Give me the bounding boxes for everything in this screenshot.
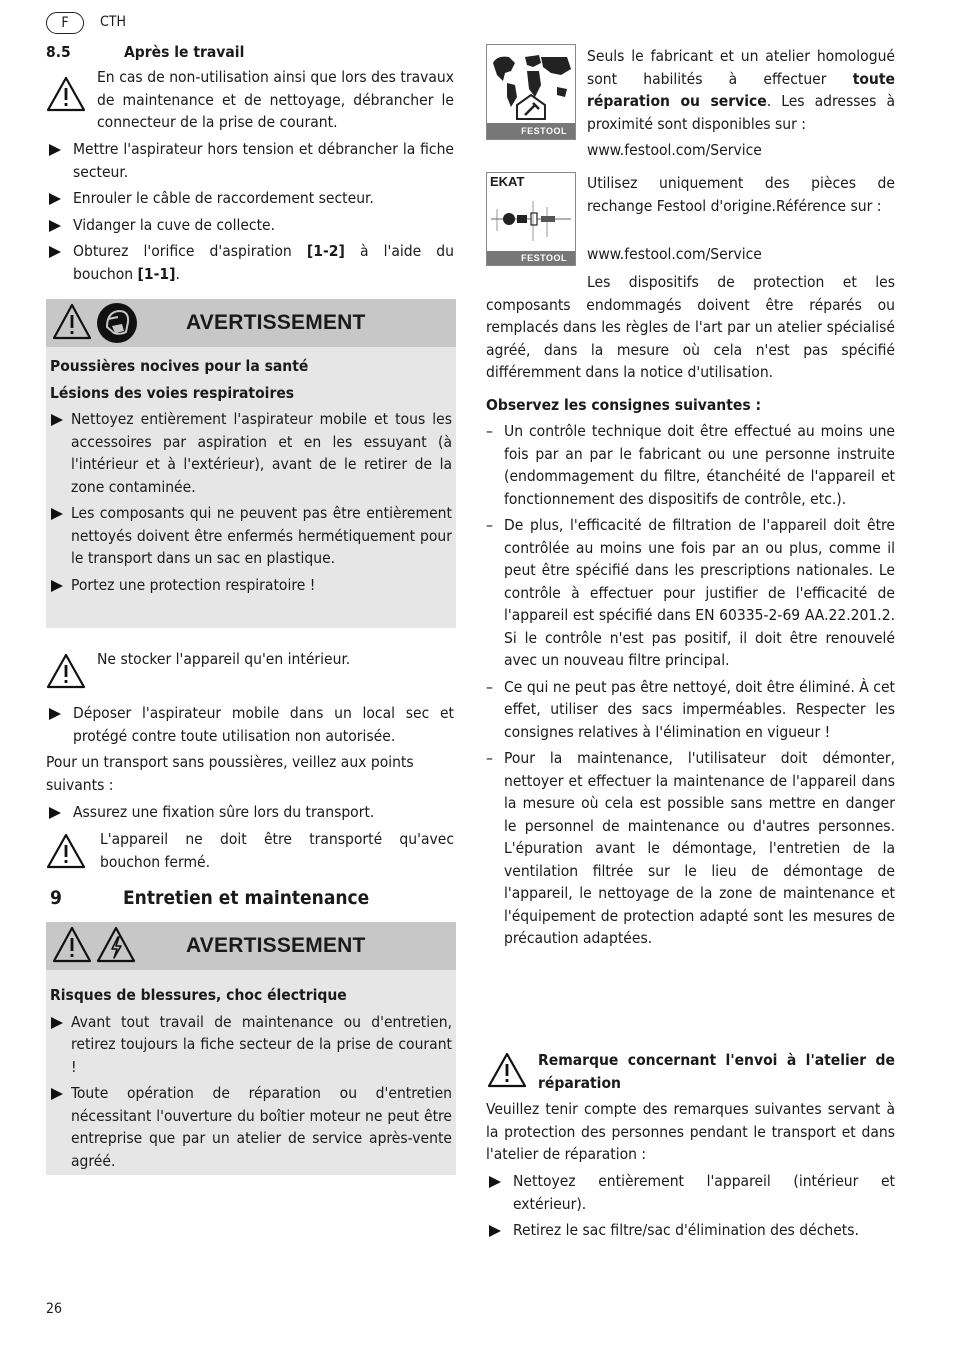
step-text-part: à l'aide du bouchon: [73, 242, 454, 283]
section-title: Après le travail: [124, 43, 245, 61]
ref-1-2: [1-2]: [306, 242, 345, 260]
festool-brand-bar: FESTOOL: [487, 251, 575, 265]
warning-box-title: AVERTISSEMENT: [186, 934, 366, 957]
electric-shock-icon: [96, 926, 136, 964]
service-url-link[interactable]: www.festool.com/Service: [587, 141, 762, 159]
list-item: Vidanger la cuve de collecte.: [46, 214, 454, 237]
warning-triangle-icon: [487, 1052, 527, 1088]
warning-box-title: AVERTISSEMENT: [186, 311, 366, 334]
world-map-service-icon: [487, 45, 575, 123]
warning-box-electric: [46, 922, 456, 1175]
consignes-list: [486, 420, 895, 950]
list-item: Toute opération de réparation ou d'entretien nécessitant l'ouverture du boîtier moteur ne peut être entreprise que par un atelier de service après-vente agréé.: [50, 1082, 452, 1172]
list-item: [46, 240, 454, 285]
protection-repair-text: Les dispositifs de protection et les composants endommagés doivent être réparés ou remplacés dans les règles de l'art par un atelier spécialisé agréé, dans la mesure où cela n'est pas spécifié différemment dans la notice d'utilisation.: [486, 273, 895, 381]
service-text-part: . Les adresses à proximité sont disponibles sur :: [587, 92, 895, 133]
list-item: – Pour la maintenance, l'utilisateur doit démonter, nettoyer et effectuer la maintenance de l'appareil dans la mesure où cela est possible sans mettre en danger le personnel de maintenance ou d'autres personnes. L'épuration avant le démontage, l'entretien de la ventilation filtrée sur le lieu de démontage de l'appareil, le nettoyage de la zone de maintenance et l'équipement de protection adapté sont les mesures de précaution adaptées.: [486, 747, 895, 950]
repair-steps: [486, 1170, 895, 1242]
service-text-part: Seuls le fabricant et un atelier homologué sont habilités à effectuer: [587, 47, 895, 88]
section-8-5-heading: [46, 41, 454, 64]
spare-parts-exploded-icon: [487, 189, 575, 249]
warning-box-body: [46, 970, 456, 1182]
service-text-bold: toute réparation ou service: [587, 69, 895, 110]
list-item: – Un contrôle technique doit être effectué au moins une fois par an par le fabricant ou une personne instruite (endommagement du filtre, étanchéité de l'appareil et fonctionnement des dispositifs de contrôle, etc.).: [486, 420, 895, 510]
repair-intro: Veuillez tenir compte des remarques suivantes servant à la protection des personnes pendant le transport et dans l'atelier de réparation :: [486, 1100, 895, 1163]
consignes-heading: Observez les consignes suivantes :: [486, 396, 762, 414]
list-item: Mettre l'aspirateur hors tension et débrancher la fiche secteur.: [46, 138, 454, 183]
section-number: 8.5: [46, 43, 71, 61]
list-item: Les composants qui ne peuvent pas être entièrement nettoyés doivent être enfermés hermétiquement pour le transport dans un sac en plastique.: [50, 502, 452, 570]
service-text: [587, 45, 895, 135]
respirator-mask-icon: [96, 302, 138, 344]
transport-note: L'appareil ne doit être transporté qu'avec bouchon fermé.: [100, 830, 454, 871]
page-number: 26: [46, 1301, 63, 1317]
service-pictogram: [486, 44, 576, 140]
festool-brand-bar: FESTOOL: [487, 123, 575, 139]
list-item: – Ce qui ne peut pas être nettoyé, doit être éliminé. À cet effet, utiliser des sacs imperméables. Respecter les consignes relatives à l'élimination en vigueur !: [486, 676, 895, 744]
warning-triangle-icon: [46, 76, 86, 112]
storage-step: [46, 702, 454, 747]
ekat-pictogram: [486, 172, 576, 266]
repair-note-title: Remarque concernant l'envoi à l'atelier de réparation: [538, 1051, 895, 1092]
ref-1-1: [1-1]: [137, 264, 176, 283]
list-item: Portez une protection respiratoire !: [50, 574, 452, 597]
list-item: Enrouler le câble de raccordement secteur.: [46, 187, 454, 210]
warning-box-body: [46, 347, 456, 606]
hazard-subtitle: Poussières nocives pour la santé: [50, 357, 309, 375]
warning-triangle-icon: [52, 303, 92, 341]
language-badge: F: [46, 12, 84, 34]
after-work-steps: [46, 138, 454, 285]
warning-triangle-icon: [52, 926, 92, 964]
list-item: Nettoyez entièrement l'aspirateur mobile et tous les accessoires par aspiration et en les essuyant (à l'intérieur et à l'extérieur), avant de le retirer de la zone contaminée.: [50, 408, 452, 498]
section-title: Entretien et maintenance: [123, 887, 370, 909]
transport-step-list: [46, 801, 454, 824]
warning-box-dust: [46, 299, 456, 628]
spare-parts-text: Utilisez uniquement des pièces de rechange Festool d'origine.Référence sur :: [587, 174, 895, 215]
warning-triangle-icon: [46, 833, 86, 869]
unplug-warning-text: En cas de non-utilisation ainsi que lors des travaux de maintenance et de nettoyage, débrancher le connecteur de la prise de courant.: [97, 68, 454, 131]
model-label: CTH: [100, 14, 126, 30]
hazard-subtitle: Lésions des voies respiratoires: [50, 383, 295, 402]
list-item: – De plus, l'efficacité de filtration de l'appareil doit être contrôlée au moins une fois par an ou plus, comme il peut être spécifié dans les prescriptions nationales. Le contrôle à effectuer pour justifier de l'efficacité de l'appareil est spécifié dans EN 60335-2-69 AA.22.201.2. Si le contrôle n'est pas positif, il doit être renouvelé avec un nouveau filtre principal.: [486, 514, 895, 672]
list-item: Retirez le sac filtre/sac d'élimination des déchets.: [486, 1219, 895, 1242]
ekat-label: EKAT: [490, 174, 525, 189]
hazard-subtitle: Risques de blessures, choc électrique: [50, 986, 347, 1004]
spare-parts-url-link[interactable]: www.festool.com/Service: [587, 245, 762, 263]
transport-intro: Pour un transport sans poussières, veillez aux points suivants :: [46, 753, 414, 794]
list-item: Déposer l'aspirateur mobile dans un local sec et protégé contre toute utilisation non autorisée.: [46, 702, 454, 747]
section-number: 9: [50, 887, 62, 909]
step-text-part: .: [175, 264, 180, 283]
storage-note: Ne stocker l'appareil qu'en intérieur.: [97, 650, 351, 668]
step-text-part: Obturez l'orifice d'aspiration: [73, 242, 307, 260]
warning-triangle-icon: [46, 653, 86, 689]
list-item: Nettoyez entièrement l'appareil (intérieur et extérieur).: [486, 1170, 895, 1215]
warning-box-header: [46, 922, 456, 970]
warning-box-header: [46, 299, 456, 347]
list-item: Avant tout travail de maintenance ou d'entretien, retirez toujours la fiche secteur de la prise de courant !: [50, 1011, 452, 1079]
list-item: Assurez une fixation sûre lors du transport.: [46, 801, 454, 824]
